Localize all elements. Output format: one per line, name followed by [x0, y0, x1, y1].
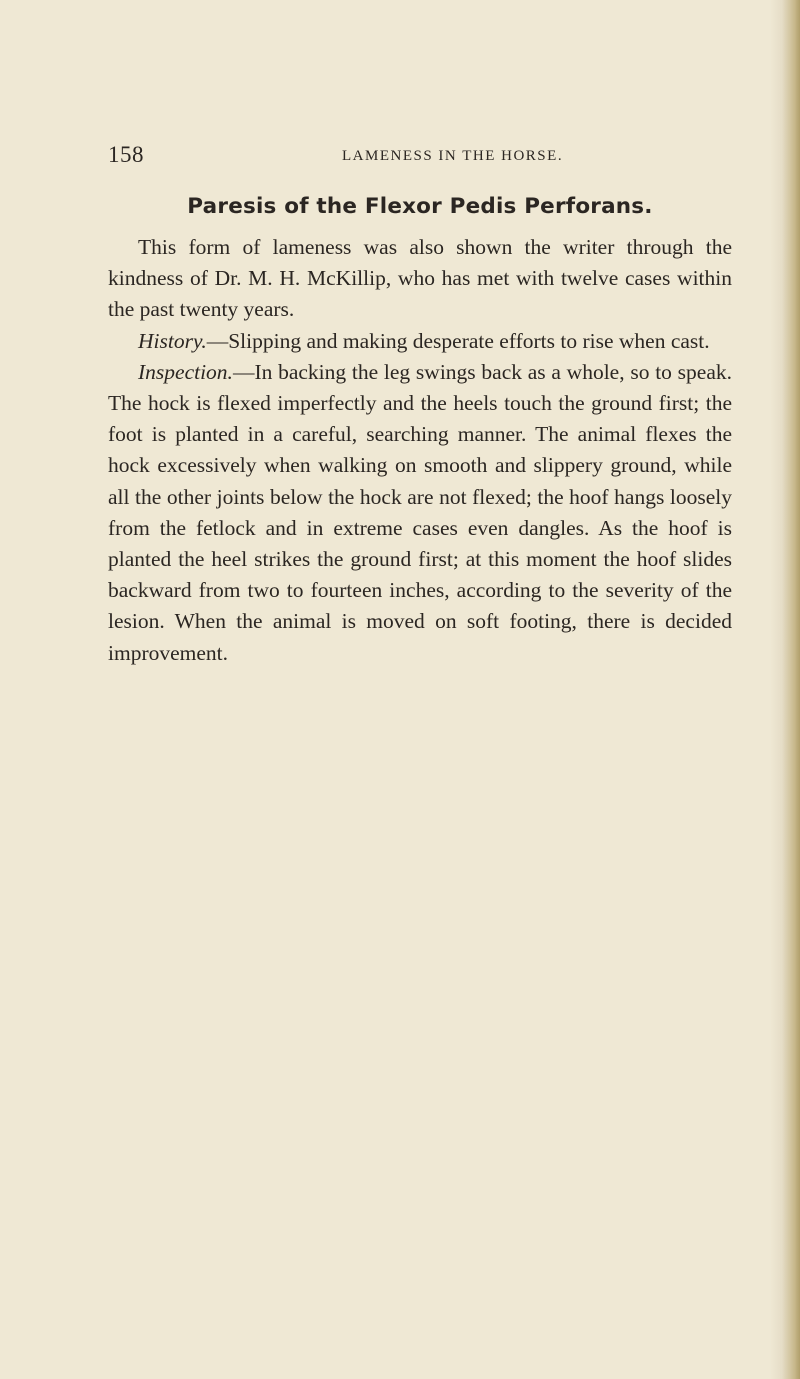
paragraph-inspection — [108, 357, 732, 669]
running-head — [108, 142, 668, 172]
section-heading: Paresis of the Flexor Pedis Perforans. — [187, 194, 653, 219]
inspection-text: —In backing the leg swings back as a whole, so to speak. The hock is flexed imperfectly and the heels touch the ground first; the foot is planted in a careful, searching manner. The animal flexes the hock excessively when walking on smooth and slippery ground, while all the other joints below the hock are not flexed; the hoof hangs loosely from the fetlock and in extreme cases even dangles. As the hoof is planted the heel strikes the ground first; at this moment the hoof slides backward from two to fourteen inches, according to the severity of the lesion. When the animal is moved on soft footing, there is decided improvement. — [108, 359, 732, 665]
page-spine-shadow — [782, 0, 800, 1379]
paragraph-intro-text: This form of lameness was also shown the writer through the kindness of Dr. M. H. McKillip, who has met with twelve cases within the past twenty years. — [108, 235, 732, 322]
history-lead: History. — [138, 328, 207, 353]
running-title: LAMENESS IN THE HORSE. — [342, 148, 564, 164]
inspection-lead: Inspection. — [138, 359, 233, 384]
history-text: —Slipping and making desperate efforts to rise when cast. — [206, 328, 710, 353]
body-text — [108, 232, 732, 669]
paragraph-intro — [108, 232, 732, 326]
paragraph-history — [108, 326, 732, 357]
page-number: 158 — [108, 142, 144, 167]
